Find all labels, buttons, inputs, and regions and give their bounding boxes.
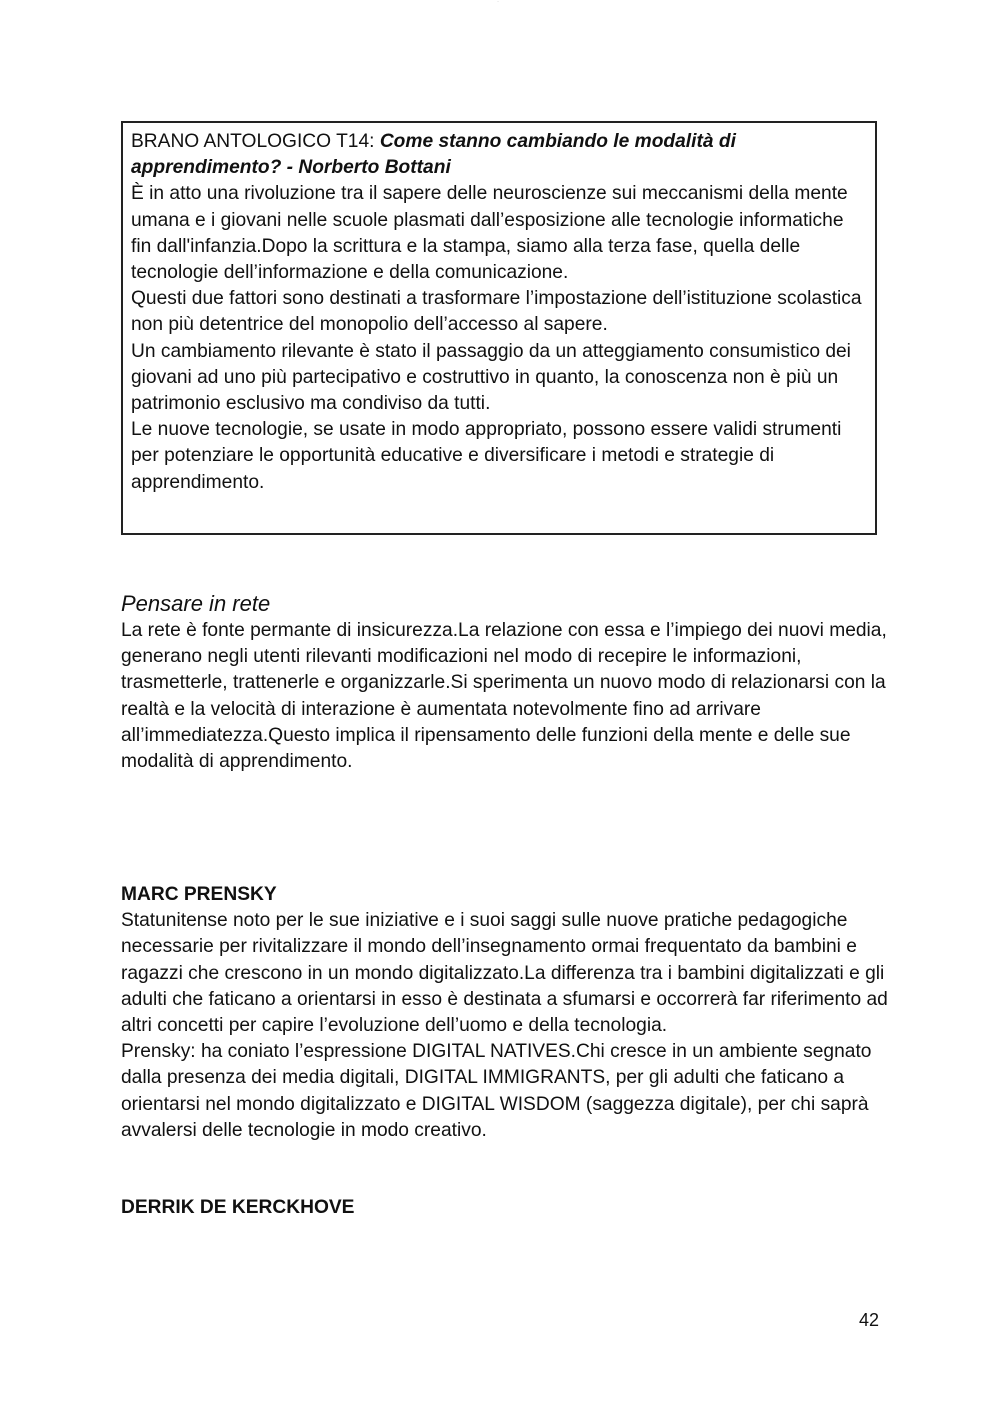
- section-derrik-de-kerckhove: [121, 1195, 891, 1221]
- section-heading: DERRIK DE KERCKHOVE: [121, 1197, 355, 1218]
- anthology-paragraph: Questi due fattori sono destinati a trasformare l’impostazione dell’istituzione scolastica non più detentrice del monopolio dell’accesso al sapere.: [131, 288, 862, 336]
- anthology-paragraph: Le nuove tecnologie, se usate in modo appropriato, possono essere validi strumenti per potenziare le opportunità educative e diversificare i metodi e strategie di apprendimento.: [131, 419, 842, 493]
- section-paragraph: Prensky: ha coniato l’espressione DIGITAL NATIVES.Chi cresce in un ambiente segnato dalla presenza dei media digitali, DIGITAL IMMIGRANTS, per gli adulti che faticano a orientarsi nel mondo digitalizzato e DIGITAL WISDOM (saggezza digitale), per chi saprà avvalersi delle tecnologie in modo creativo.: [121, 1041, 872, 1141]
- header-mark: ...: [496, 0, 500, 3]
- anthology-paragraph: È in atto una rivoluzione tra il sapere delle neuroscienze sui meccanismi della mente umana e i giovani nelle scuole plasmati dall’esposizione alle tecnologie informatiche fin dall'infanzia.Dopo la scrittura e la stampa, siamo alla terza fase, quella delle tecnologie dell’informazione e della comunicazione.: [131, 183, 848, 284]
- section-pensare-in-rete: [121, 590, 891, 775]
- anthology-title-main: Come stanno cambiando le modalità di apprendimento? - Norberto Bottani: [131, 131, 736, 179]
- section-heading: Pensare in rete: [121, 591, 271, 616]
- anthology-title: [131, 129, 869, 181]
- anthology-paragraph: Un cambiamento rilevante è stato il passaggio da un atteggiamento consumistico dei giovani ad uno più partecipativo e costruttivo in quanto, la conoscenza non è più un patrimonio esclusivo ma condiviso da tutti.: [131, 340, 851, 415]
- page-number: 42: [858, 1310, 879, 1330]
- section-heading: MARC PRENSKY: [121, 884, 277, 905]
- section-marc-prensky: [121, 882, 891, 1144]
- section-body: La rete è fonte permante di insicurezza.La relazione con essa e l’impiego dei nuovi media, generano negli utenti rilevanti modificazioni nel modo di recepire le informazioni, trasmetterle, trattenerle e organizzarle.Si sperimenta un nuovo modo di relazionarsi con la realtà e la velocità di interazione è aumentata notevolmente fino ad arrivare all’immediatezza.Questo implica il ripensamento delle funzioni della mente e delle sue modalità di apprendimento.: [121, 620, 887, 773]
- anthology-title-prefix: BRANO ANTOLOGICO T14:: [131, 131, 380, 152]
- anthology-box: [121, 121, 877, 535]
- section-paragraph: Statunitense noto per le sue iniziative e i suoi saggi sulle nuove pratiche pedagogiche necessarie per rivitalizzare il mondo dell’insegnamento ormai frequentato da bambini e ragazzi che crescono in un mondo digitalizzato.La differenza tra i bambini digitalizzati e gli adulti che faticano a orientarsi in esso è destinata a sfumarsi e occorrerà far riferimento ad altri concetti per capire l’evoluzione dell’uomo e della tecnologia.: [121, 910, 888, 1037]
